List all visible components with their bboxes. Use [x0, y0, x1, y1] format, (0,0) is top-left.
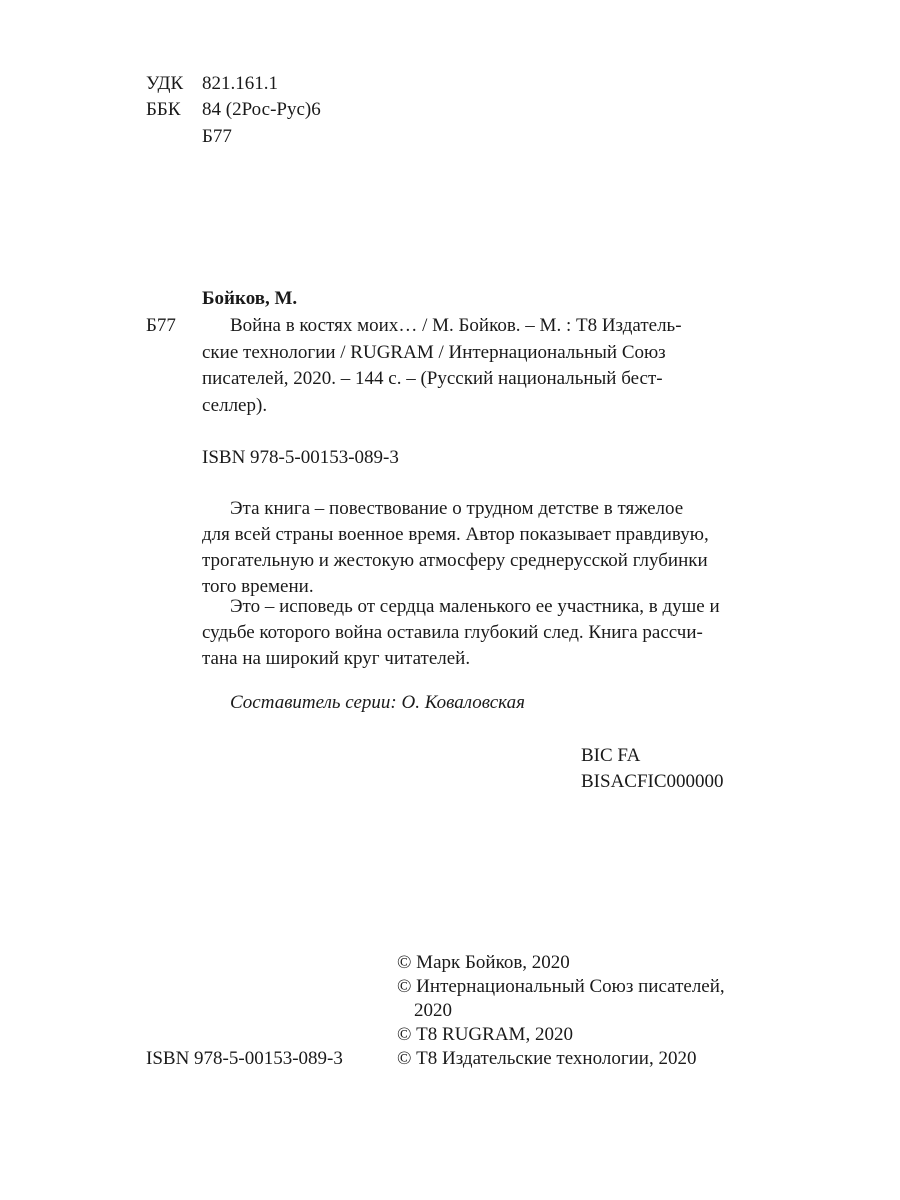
udk-line — [146, 71, 278, 97]
annotation-p2-line-3: тана на широкий круг читателей. — [202, 648, 471, 669]
annotation-p2-line-1: Это – исповедь от сердца маленького ее участника, в душе и — [230, 596, 720, 617]
catalog-author-mark: Б77 — [146, 315, 176, 336]
bbk-value: 84 (2Рос-Рус)6 — [202, 99, 321, 120]
copyright-line-3: 2020 — [414, 1000, 452, 1021]
copyright-line-2: © Интернациональный Союз писателей, — [397, 976, 725, 997]
copyright-line-1: © Марк Бойков, 2020 — [397, 952, 570, 973]
copyright-line-4: © Т8 RUGRAM, 2020 — [397, 1024, 573, 1045]
udk-label: УДК — [146, 73, 184, 94]
catalog-description-line-2: ские технологии / RUGRAM / Интернациональный Союз — [202, 342, 666, 363]
bbk-label: ББК — [146, 99, 181, 120]
classification-author-mark: Б77 — [202, 126, 232, 147]
copyright-line-5: © Т8 Издательские технологии, 2020 — [397, 1048, 697, 1069]
catalog-isbn: ISBN 978-5-00153-089-3 — [202, 447, 399, 468]
footer-isbn: ISBN 978-5-00153-089-3 — [146, 1048, 343, 1069]
annotation-p1-line-3: трогательную и жестокую атмосферу среднерусской глубинки — [202, 550, 708, 571]
udk-value: 821.161.1 — [202, 73, 278, 94]
annotation-p2-line-2: судьбе которого война оставила глубокий след. Книга рассчи- — [202, 622, 703, 643]
catalog-description-line-1: Война в костях моих… / М. Бойков. – М. : Т8 Издатель- — [230, 315, 682, 336]
annotation-p1-line-1: Эта книга – повествование о трудном детстве в тяжелое — [230, 498, 684, 519]
annotation-p1-line-2: для всей страны военное время. Автор показывает правдивую, — [202, 524, 709, 545]
catalog-description-line-4: селлер). — [202, 395, 268, 416]
series-compiler: Составитель серии: О. Коваловская — [230, 692, 525, 713]
bisac-code: BISACFIC000000 — [581, 771, 724, 792]
catalog-description-line-3: писателей, 2020. – 144 с. – (Русский национальный бест- — [202, 368, 663, 389]
bic-code: BIC FA — [581, 745, 641, 766]
author-heading: Бойков, М. — [202, 288, 298, 309]
bbk-line — [146, 97, 321, 123]
annotation-p1-line-4: того времени. — [202, 576, 314, 597]
